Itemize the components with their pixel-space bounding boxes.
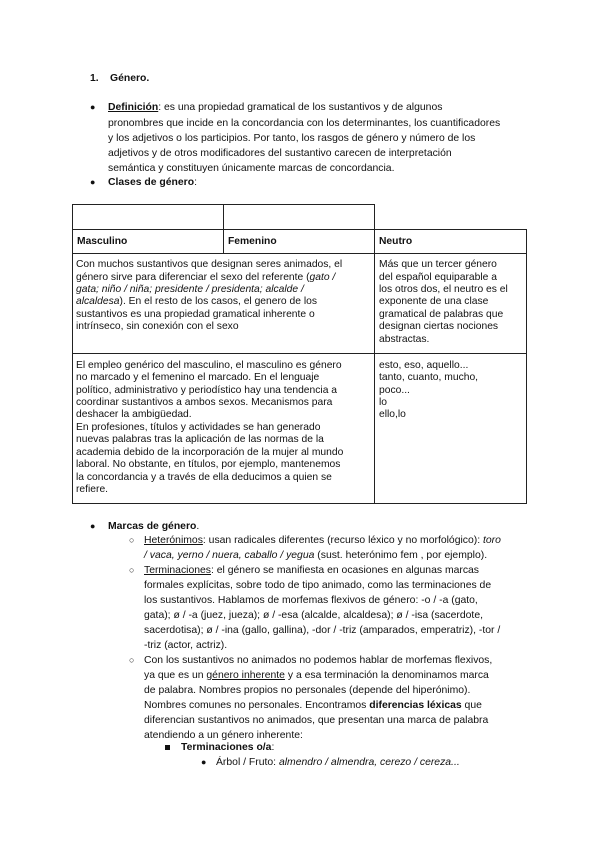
row1-right-line: designan ciertas nociones <box>379 321 499 332</box>
row2-right-line: esto, eso, aquello... <box>379 360 469 371</box>
row2-left-line: coordinar sustantivos a ambos sexos. Mecanismos para <box>76 397 333 408</box>
row1-right-line: los otros dos, el neutro es el <box>379 284 508 295</box>
row2-left-line: El empleo genérico del masculino, el masculino es género <box>76 360 342 371</box>
square-bullet-icon <box>165 745 170 750</box>
no-animados-line-2: ya que es un género inherente y a esa terminación la denominamos marca <box>144 670 489 681</box>
definition-label: Definición <box>108 102 159 113</box>
circle-bullet-icon: ○ <box>129 535 135 545</box>
no-animados-line-5: diferencian sustantivos no animados, que presentan una marca de palabra <box>144 715 489 726</box>
terminaciones-line: -triz (actor, actriz). <box>144 640 228 651</box>
circle-bullet-icon: ○ <box>129 565 135 575</box>
row2-right-line: lo <box>379 397 388 408</box>
section-number: 1. <box>90 73 99 84</box>
definition-line-5: semántica y constituyen únicamente marcas de concordancia. <box>108 163 395 174</box>
bullet-icon: ● <box>201 757 207 767</box>
row2-left-line: academia debido de la incorporación de la mujer al mundo <box>76 447 344 458</box>
bullet-icon: ● <box>90 177 96 187</box>
classes-heading: Clases de género: <box>108 177 197 188</box>
row2-left-line: En profesiones, títulos y actividades se han generado <box>76 422 321 433</box>
no-animados-line-3: de palabra. Nombres propios no personales (depende del hiperónimo). <box>144 685 471 696</box>
bullet-icon: ● <box>90 521 96 531</box>
header-femenino: Femenino <box>228 236 277 247</box>
section-title: Género. <box>110 73 150 84</box>
row1-right-line: gramatical de palabras que <box>379 309 504 320</box>
row1-left-line: gata; niño / niña; presidente / presidenta; alcalde / <box>76 284 304 295</box>
row1-left-line: intrínseco, sin conexión con el sexo <box>76 321 239 332</box>
marcas-heading: Marcas de género. <box>108 521 200 532</box>
row2-right-line: poco... <box>379 385 410 396</box>
row2-left-line: nuevas palabras tras la aplicación de las normas de la <box>76 434 324 445</box>
definition-line-2: pronombres que incide en la concordancia con los determinantes, los cuantificadores <box>108 118 501 129</box>
row2-left-line: deshacer la ambigüedad. <box>76 409 192 420</box>
row1-left-line: alcaldesa). En el resto de los casos, el genero de los <box>76 296 317 307</box>
heteronimos-line-1: Heterónimos: usan radicales diferentes (recurso léxico y no morfológico): toro <box>144 535 501 546</box>
terminaciones-line: gata); ø / -a (juez, jueza); ø / -esa (alcalde, alcaldesa); ø / -isa (sacerdote, <box>144 610 483 621</box>
no-animados-line-6: atendiendo a un género inherente: <box>144 730 303 741</box>
no-animados-line-4: Nombres comunes no personales. Encontramos diferencias léxicas que <box>144 700 482 711</box>
row2-right-line: tanto, cuanto, mucho, <box>379 372 479 383</box>
arbol-line: Árbol / Fruto: almendro / almendra, cerezo / cereza... <box>216 757 460 768</box>
circle-bullet-icon: ○ <box>129 655 135 665</box>
row1-left-line: Con muchos sustantivos que designan seres animados, el <box>76 259 343 270</box>
row1-right-line: exponente de una clase <box>379 296 489 307</box>
header-masculino: Masculino <box>77 236 128 247</box>
terminaciones-line: los sustantivos. Hablamos de morfemas flexivos de género: -o / -a (gato, <box>144 595 478 606</box>
heteronimos-line-2: / vaca, yerno / nuera, caballo / yegua (sust. heterónimo fem , por ejemplo). <box>144 550 488 561</box>
terminaciones-line-1: Terminaciones: el género se manifiesta en ocasiones en algunas marcas <box>144 565 480 576</box>
no-animados-line-1: Con los sustantivos no animados no podemos hablar de morfemas flexivos, <box>144 655 493 666</box>
row2-left-line: no marcado y el femenino el marcado. En el lenguaje <box>76 372 320 383</box>
row2-left-line: refiere. <box>76 484 109 495</box>
terminaciones-line: sacerdotisa); ø / -ina (gallo, gallina), -dor / -triz (amparados, emperatriz), -tor / <box>144 625 501 636</box>
terminaciones-oa-heading: Terminaciones o/a: <box>181 742 275 753</box>
row1-left-line: género sirve para diferenciar el sexo del referente (gato / <box>76 272 336 283</box>
header-neutro: Neutro <box>379 236 413 247</box>
row2-left-line: político, administrativo y periodístico hay una tendencia a <box>76 385 338 396</box>
definition-line-3: y los adjetivos o los participios. Por tanto, los rasgos de género y número de los <box>108 133 476 144</box>
bullet-icon: ● <box>90 102 96 112</box>
row1-right-line: del español equiparable a <box>379 272 497 283</box>
row2-right-line: ello,lo <box>379 409 406 420</box>
terminaciones-line: formales explícitas, sobre todo de tipo animado, como las terminaciones de <box>144 580 492 591</box>
row2-left-line: la concordancia y a través de ella deducimos a quien se <box>76 472 332 483</box>
row1-left-line: sustantivos es una propiedad gramatical inherente o <box>76 309 315 320</box>
row2-left-line: laboral. No obstante, en títulos, por ejemplo, mantenemos <box>76 459 341 470</box>
row1-right-line: abstractas. <box>379 334 430 345</box>
definition-line-4: adjetivos y de otros modificadores del sustantivo carecen de interpretación <box>108 148 452 159</box>
definition-line-1: Definición: es una propiedad gramatical de los sustantivos y de algunos <box>108 102 443 113</box>
row1-right-line: Más que un tercer género <box>379 259 497 270</box>
